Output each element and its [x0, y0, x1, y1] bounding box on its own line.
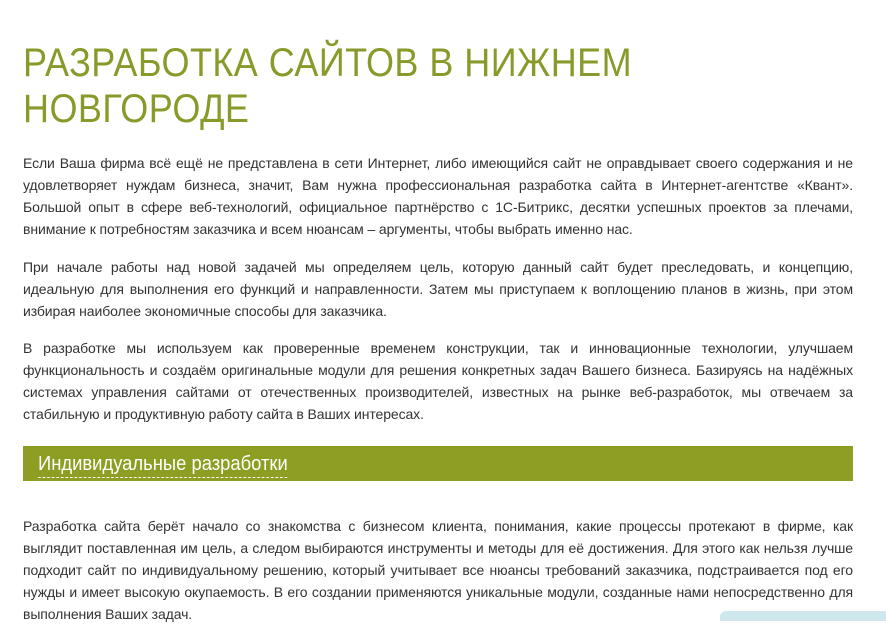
chat-widget-tab[interactable] [720, 611, 886, 621]
section-heading-link[interactable]: Индивидуальные разработки [38, 451, 288, 478]
page-title: РАЗРАБОТКА САЙТОВ В НИЖНЕМ НОВГОРОДЕ [23, 41, 633, 131]
section-header-bar [23, 446, 853, 481]
process-paragraph: При начале работы над новой задачей мы определяем цель, которую данный сайт будет преследовать, и концепцию, идеальную для выполнения его функций и направленности. Затем мы приступаем к воплощению планов в жизнь, при этом избирая наиболее экономичные способы для заказчика. [23, 259, 853, 319]
technology-paragraph: В разработке мы используем как проверенные временем конструкции, так и инновационные технологии, улучшаем функциональность и создаём оригинальные модули для решения конкретных задач Вашего бизнеса. Базируясь на надёжных системах управления сайтами от отечественных производителей, известных на рынке веб-разработок, мы отвечаем за стабильную и продуктивную работу сайта в Ваших интересах. [23, 340, 853, 422]
page-content [23, 0, 853, 625]
section-paragraph: Разработка сайта берёт начало со знакомства с бизнесом клиента, понимания, какие процессы протекают в фирме, как выглядит поставленная им цель, а следом выбираются инструменты и методы для её достижения. Для этого как нельзя лучше подходит сайт по индивидуальному решению, который учитывает все нюансы требований заказчика, подстраивается под его нужды и имеет высокую окупаемость. В его создании применяются уникальные модули, созданные нами непосредственно для выполнения Ваших задач. [23, 518, 853, 622]
intro-paragraph: Если Ваша фирма всё ещё не представлена в сети Интернет, либо имеющийся сайт не оправдывает своего содержания и не удовлетворяет нуждам бизнеса, значит, Вам нужна профессиональная разработка сайта в Интернет-агентстве «Квант». Большой опыт в сфере веб-технологий, официальное партнёрство с 1С-Битрикс, десятки успешных проектов за плечами, внимание к потребностям заказчика и всем нюансам – аргументы, чтобы выбрать именно нас. [23, 155, 853, 237]
